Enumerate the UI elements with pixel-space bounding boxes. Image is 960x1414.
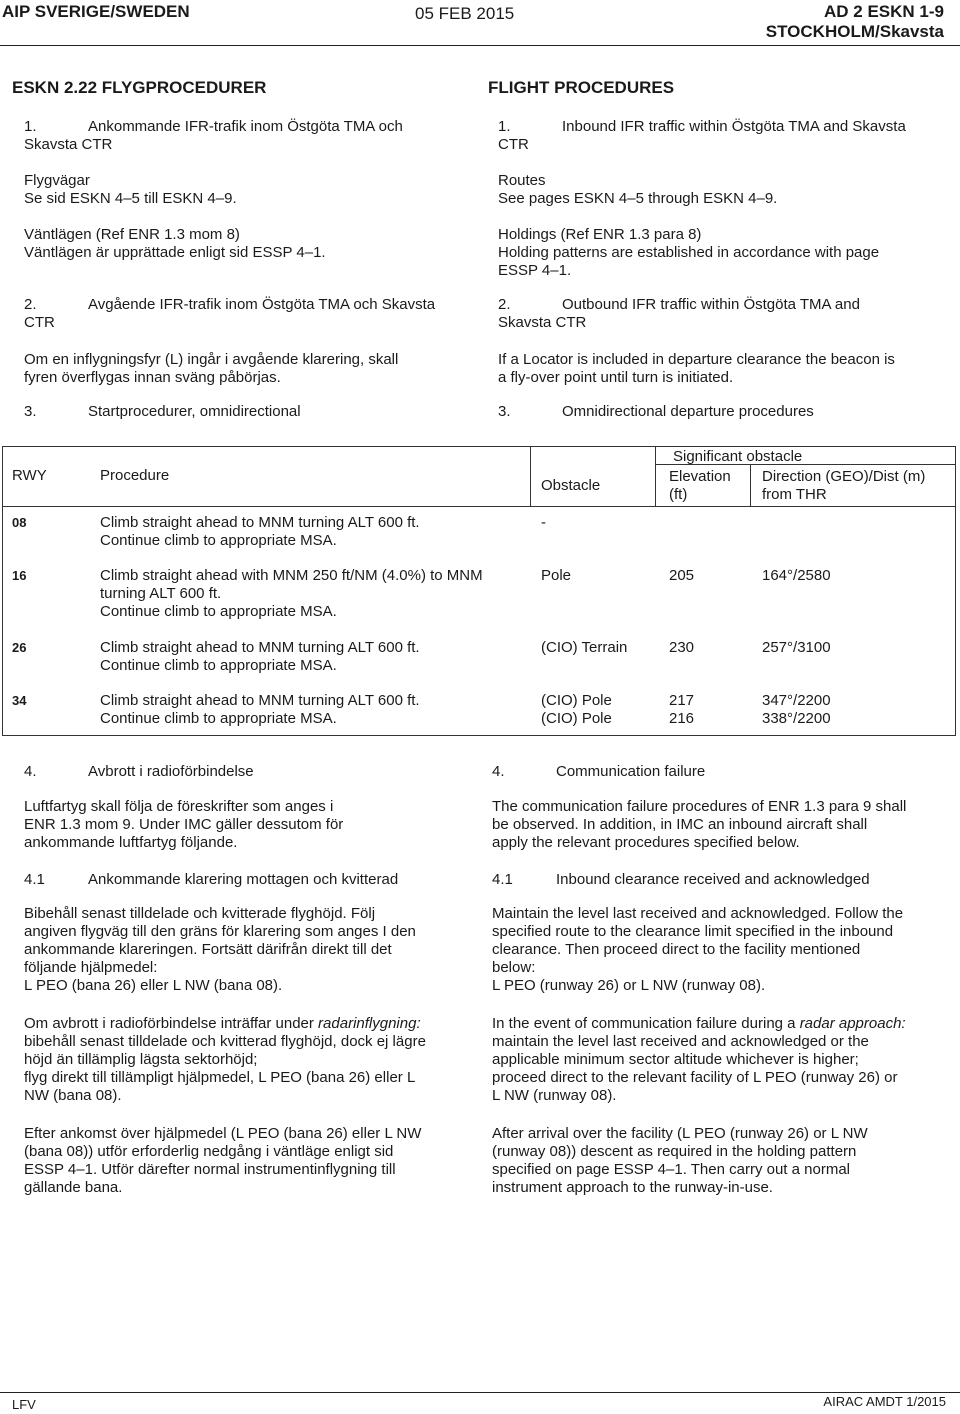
text-run: In the event of communication failure during a	[492, 1015, 800, 1032]
text-run: Om avbrott i radioförbindelse inträffar under	[24, 1015, 319, 1032]
section-title: Inbound IFR traffic within Östgöta TMA and Skavsta	[562, 118, 906, 135]
table-cell-rwy: 08	[12, 515, 27, 530]
right-section-2-text: If a Locator is included in departure clearance the beacon is a fly-over point until turn is initiated.	[498, 351, 895, 386]
left-section-3-heading	[24, 403, 301, 421]
table-cell-procedure: Climb straight ahead to MNM turning ALT 600 ft. Continue climb to appropriate MSA.	[100, 514, 420, 549]
header-rule	[0, 45, 960, 46]
left-holdings-label: Väntlägen (Ref ENR 1.3 mom 8)	[24, 226, 240, 243]
right-routes-text: See pages ESKN 4–5 through ESKN 4–9.	[498, 190, 778, 207]
section-number: 4.1	[492, 871, 513, 888]
section-number: 4.	[24, 763, 37, 780]
right-section-1-heading	[498, 118, 948, 154]
right-section-4-heading	[492, 763, 705, 781]
header-date: 05 FEB 2015	[415, 4, 515, 23]
header-publisher: AIP SVERIGE/SWEDEN	[2, 2, 190, 21]
left-routes-text: Se sid ESKN 4–5 till ESKN 4–9.	[24, 190, 237, 207]
section-title-cont: Skavsta CTR	[498, 314, 587, 331]
section-title: Ankommande klarering mottagen och kvitterad	[88, 871, 399, 888]
table-col-divider	[530, 446, 531, 506]
section-number: 2.	[498, 296, 511, 313]
right-section-3-heading	[498, 403, 814, 421]
section-title: Omnidirectional departure procedures	[562, 403, 814, 420]
table-col-divider	[655, 446, 656, 506]
section-number: 1.	[24, 118, 37, 135]
section-title-cont: CTR	[24, 314, 55, 331]
left-paragraph-2	[24, 1015, 479, 1105]
table-header-rwy: RWY	[12, 467, 47, 484]
section-title-cont: CTR	[498, 136, 529, 153]
table-cell-elevation: 205	[669, 567, 695, 584]
section-title-cont: Skavsta CTR	[24, 136, 113, 153]
header-page-id: AD 2 ESKN 1-9	[824, 2, 944, 21]
left-section-2-heading	[24, 296, 474, 332]
left-section-1-heading	[24, 118, 464, 154]
table-header-direction: Direction (GEO)/Dist (m) from THR	[762, 468, 926, 503]
right-paragraph-2	[492, 1015, 952, 1105]
table-header-rule	[2, 506, 956, 507]
table-cell-elevation: 217 216	[669, 692, 695, 727]
text-run-italic: radarinflygning:	[318, 1015, 421, 1032]
table-header-obstacle: Obstacle	[541, 477, 601, 494]
table-cell-procedure: Climb straight ahead to MNM turning ALT 600 ft. Continue climb to appropriate MSA.	[100, 639, 420, 674]
left-paragraph-1: Bibehåll senast tilldelade och kvitterade flyghöjd. Följ angiven flygväg till den gräns för klarering som anges I den ankommande klareringen. Fortsätt därifrån direkt till det följande hjälpmedel: L PEO (bana 26) eller L NW (bana 08).	[24, 905, 416, 994]
table-header-procedure: Procedure	[100, 467, 170, 484]
section-number: 3.	[24, 403, 37, 420]
table-cell-obstacle: Pole	[541, 567, 572, 584]
right-holdings-text: Holding patterns are established in accordance with page ESSP 4–1.	[498, 244, 880, 279]
table-cell-rwy: 16	[12, 568, 27, 583]
table-cell-rwy: 34	[12, 693, 27, 708]
table-col-divider	[750, 464, 751, 506]
footer-left: LFV	[12, 1397, 36, 1412]
right-section-2-heading	[498, 296, 948, 332]
text-run: bibehåll senast tilldelade och kvitterad flyghöjd, dock ej lägre höjd än tillämplig lägsta sektorhöjd; flyg direkt till tillämpligt hjälpmedel, L PEO (bana 26) eller L NW (bana 08).	[24, 1033, 426, 1104]
right-section-4-1-heading	[492, 871, 870, 889]
table-cell-elevation: 230	[669, 639, 695, 656]
right-paragraph-1: Maintain the level last received and acknowledged. Follow the specified route to the clearance limit specified in the inbound clearance. Then proceed direct to the facility mentioned below: L PEO (runway 26) or L NW (runway 08).	[492, 905, 904, 994]
header-location: STOCKHOLM/Skavsta	[765, 22, 944, 41]
section-number: 1.	[498, 118, 511, 135]
left-section-4-1-heading	[24, 871, 398, 889]
footer-rule	[0, 1392, 960, 1393]
table-cell-procedure: Climb straight ahead to MNM turning ALT 600 ft. Continue climb to appropriate MSA.	[100, 692, 420, 727]
footer-right: AIRAC AMDT 1/2015	[823, 1394, 946, 1409]
table-header-elevation: Elevation (ft)	[669, 468, 731, 503]
table-header-significant: Significant obstacle	[673, 448, 803, 465]
right-routes-label: Routes	[498, 172, 546, 189]
section-title: Outbound IFR traffic within Östgöta TMA and	[562, 296, 860, 313]
left-section-title: ESKN 2.22 FLYGPROCEDURER	[12, 78, 267, 97]
section-number: 2.	[24, 296, 37, 313]
right-holdings-label: Holdings (Ref ENR 1.3 para 8)	[498, 226, 702, 243]
section-title: Communication failure	[556, 763, 706, 780]
section-number: 3.	[498, 403, 511, 420]
table-cell-procedure: Climb straight ahead with MNM 250 ft/NM (4.0%) to MNM turning ALT 600 ft. Continue climb to appropriate MSA.	[100, 567, 483, 620]
section-title: Avgående IFR-trafik inom Östgöta TMA och Skavsta	[88, 296, 436, 313]
text-run: maintain the level last received and acknowledged or the applicable minimum sector altitude whichever is higher; proceed direct to the relevant facility of L PEO (runway 26) or L NW (runway 08).	[492, 1033, 898, 1104]
right-section-4-text: The communication failure procedures of ENR 1.3 para 9 shall be observed. In addition, in IMC an inbound aircraft shall apply the relevant procedures specified below.	[492, 798, 907, 851]
section-title: Inbound clearance received and acknowledged	[556, 871, 870, 888]
right-paragraph-3: After arrival over the facility (L PEO (runway 26) or L NW (runway 08)) descent as required in the holding pattern specified on page ESSP 4–1. Then carry out a normal instrument approach to the runway-in-use.	[492, 1125, 868, 1196]
table-cell-direction: 257°/3100	[762, 639, 831, 656]
section-title: Startprocedurer, omnidirectional	[88, 403, 301, 420]
section-title: Ankommande IFR-trafik inom Östgöta TMA och	[88, 118, 403, 135]
text-run-italic: radar approach:	[799, 1015, 906, 1032]
left-holdings-text: Väntlägen är upprättade enligt sid ESSP 4–1.	[24, 244, 326, 261]
table-cell-obstacle: (CIO) Pole (CIO) Pole	[541, 692, 612, 727]
left-paragraph-3: Efter ankomst över hjälpmedel (L PEO (bana 26) eller L NW (bana 08)) utför erforderlig nedgång i väntläge enligt sid ESSP 4–1. Utför därefter normal instrumentinflygning till gällande bana.	[24, 1125, 422, 1196]
section-title: Avbrott i radioförbindelse	[88, 763, 254, 780]
section-number: 4.1	[24, 871, 45, 888]
table-cell-obstacle: -	[541, 514, 546, 531]
table-cell-rwy: 26	[12, 640, 27, 655]
section-number: 4.	[492, 763, 505, 780]
table-cell-direction: 347°/2200 338°/2200	[762, 692, 831, 727]
left-section-2-text: Om en inflygningsfyr (L) ingår i avgående klarering, skall fyren överflygas innan sväng påbörjas.	[24, 351, 399, 386]
table-cell-direction: 164°/2580	[762, 567, 831, 584]
left-section-4-heading	[24, 763, 254, 781]
left-routes-label: Flygvägar	[24, 172, 90, 189]
right-section-title: FLIGHT PROCEDURES	[488, 78, 675, 97]
left-section-4-text: Luftfartyg skall följa de föreskrifter som anges i ENR 1.3 mom 9. Under IMC gäller dessutom för ankommande luftfartyg följande.	[24, 798, 344, 851]
table-cell-obstacle: (CIO) Terrain	[541, 639, 628, 656]
